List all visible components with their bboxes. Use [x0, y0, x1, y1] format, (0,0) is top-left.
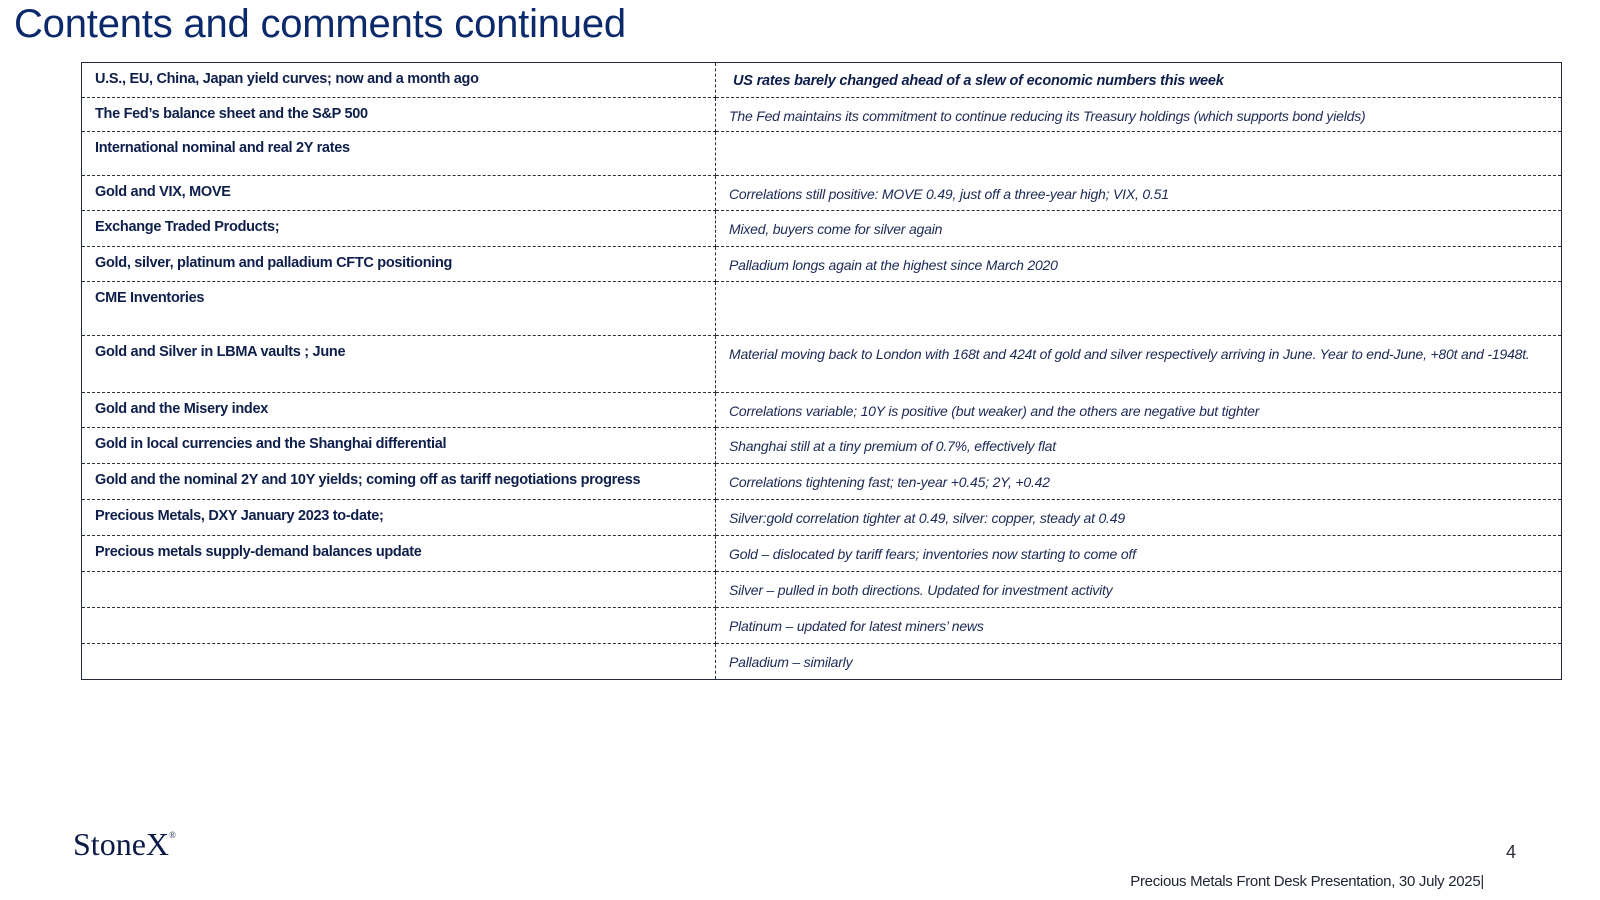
table-row — [82, 572, 1562, 608]
table-row — [82, 132, 1562, 176]
registered-mark: ® — [169, 830, 176, 840]
topic-cell: Gold and Silver in LBMA vaults ; June — [82, 336, 716, 393]
comment-cell: Gold – dislocated by tariff fears; inventories now starting to come off — [716, 536, 1562, 572]
comment-cell: Mixed, buyers come for silver again — [716, 211, 1562, 247]
stonex-logo — [73, 826, 176, 863]
table-row — [82, 428, 1562, 464]
topic-cell: Precious metals supply-demand balances update — [82, 536, 716, 572]
table-row — [82, 98, 1562, 132]
topic-cell — [82, 644, 716, 680]
table-row — [82, 282, 1562, 336]
comment-cell: Silver:gold correlation tighter at 0.49, silver: copper, steady at 0.49 — [716, 500, 1562, 536]
comment-cell: Palladium – similarly — [716, 644, 1562, 680]
table-row — [82, 608, 1562, 644]
topic-cell: CME Inventories — [82, 282, 716, 336]
table-row — [82, 500, 1562, 536]
footer-text: Precious Metals Front Desk Presentation, 30 July 2025| — [1130, 873, 1484, 890]
logo-text: StoneX — [73, 826, 169, 862]
table-row — [82, 644, 1562, 680]
topic-cell: Gold and the nominal 2Y and 10Y yields; coming off as tariff negotiations progress — [82, 464, 716, 500]
topic-cell: Gold, silver, platinum and palladium CFTC positioning — [82, 247, 716, 282]
topic-cell: Exchange Traded Products; — [82, 211, 716, 247]
topic-cell — [82, 608, 716, 644]
table-row — [82, 464, 1562, 500]
comment-cell: Correlations variable; 10Y is positive (but weaker) and the others are negative but tighter — [716, 393, 1562, 428]
comment-cell: Silver – pulled in both directions. Updated for investment activity — [716, 572, 1562, 608]
page-title: Contents and comments continued — [14, 2, 626, 46]
table-row — [82, 63, 1562, 98]
comment-cell: Shanghai still at a tiny premium of 0.7%, effectively flat — [716, 428, 1562, 464]
table-row — [82, 247, 1562, 282]
comment-cell — [716, 132, 1562, 176]
topic-cell: The Fed’s balance sheet and the S&P 500 — [82, 98, 716, 132]
table-row — [82, 176, 1562, 211]
comment-cell — [716, 282, 1562, 336]
table-row — [82, 336, 1562, 393]
comment-cell: The Fed maintains its commitment to continue reducing its Treasury holdings (which supports bond yields) — [716, 98, 1562, 132]
comment-cell: US rates barely changed ahead of a slew of economic numbers this week — [716, 63, 1562, 98]
comment-cell: Correlations still positive: MOVE 0.49, just off a three-year high; VIX, 0.51 — [716, 176, 1562, 211]
topic-cell: Gold in local currencies and the Shanghai differential — [82, 428, 716, 464]
comment-cell: Material moving back to London with 168t and 424t of gold and silver respectively arriving in June. Year to end-June, +80t and -1948t. — [716, 336, 1562, 393]
topic-cell: Gold and the Misery index — [82, 393, 716, 428]
comment-cell: Correlations tightening fast; ten-year +0.45; 2Y, +0.42 — [716, 464, 1562, 500]
topic-cell — [82, 572, 716, 608]
page-number: 4 — [1506, 842, 1517, 862]
comment-cell: Platinum – updated for latest miners’ news — [716, 608, 1562, 644]
comment-cell: Palladium longs again at the highest since March 2020 — [716, 247, 1562, 282]
topic-cell: International nominal and real 2Y rates — [82, 132, 716, 176]
contents-table — [81, 62, 1562, 680]
table-row — [82, 393, 1562, 428]
topic-cell: Precious Metals, DXY January 2023 to-date; — [82, 500, 716, 536]
table-row — [82, 211, 1562, 247]
table-row — [82, 536, 1562, 572]
topic-cell: U.S., EU, China, Japan yield curves; now and a month ago — [82, 63, 716, 98]
topic-cell: Gold and VIX, MOVE — [82, 176, 716, 211]
